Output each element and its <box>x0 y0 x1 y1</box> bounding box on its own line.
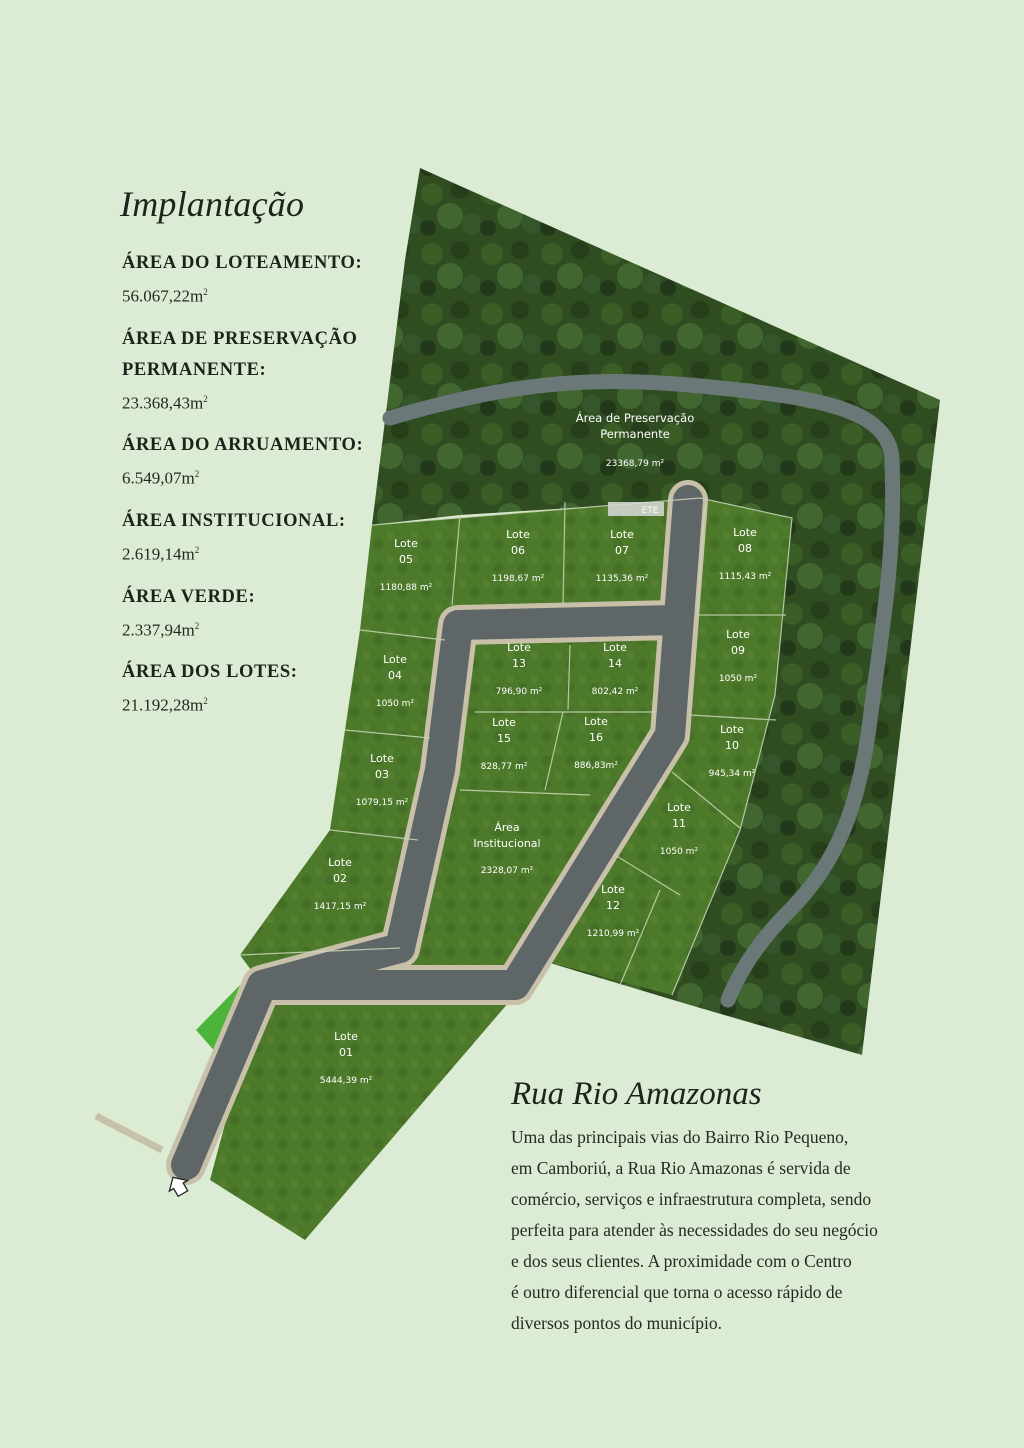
app-label-line2: Permanente <box>600 427 670 441</box>
stat-label: ÁREA DO ARRUAMENTO: <box>122 435 364 456</box>
page-title: Implantação <box>120 184 305 224</box>
lot-number-label: 11 <box>672 817 686 830</box>
lot-area-label: 5444,39 m² <box>319 1076 373 1086</box>
stat-value: $2.619,14m^2$ <box>122 544 200 564</box>
lot-area-label: 1135,36 m² <box>595 574 649 584</box>
lot-number-label: 10 <box>725 739 739 752</box>
lot-number-label: 14 <box>608 657 622 670</box>
description-line: e dos seus clientes. A proximidade com o Centro <box>511 1251 852 1271</box>
stat-label: ÁREA DE PRESERVAÇÃO PERMANENTE: <box>122 328 358 380</box>
lot-word-label: Lote <box>720 723 744 736</box>
lot-area-label: 1198,67 m² <box>491 574 545 584</box>
lot-number-label: 02 <box>333 872 347 885</box>
lot-area-label: 945,34 m² <box>708 769 756 779</box>
description-line: em Camboriú, a Rua Rio Amazonas é servida de <box>511 1158 851 1178</box>
stat-value: $6.549,07m^2$ <box>122 468 200 488</box>
lot-word-label: Lote <box>584 715 608 728</box>
description-line: Uma das principais vias do Bairro Rio Pequeno, <box>511 1127 849 1147</box>
stat-value: $2.337,94m^2$ <box>122 620 200 640</box>
lot-number-label: 13 <box>512 657 526 670</box>
lot-word-label: Lote <box>507 641 531 654</box>
lot-word-label: Lote <box>506 528 530 541</box>
app-label-line1: Área de Preservação <box>575 411 695 425</box>
description-line: diversos pontos do município. <box>511 1313 722 1333</box>
lot-area-label: 828,77 m² <box>480 762 528 772</box>
lot-number-label: 01 <box>339 1046 353 1059</box>
institutional-label-line2: Institucional <box>473 837 541 850</box>
app-label-area: 23368,79 m² <box>605 459 665 469</box>
lot-area-label: 1417,15 m² <box>313 902 367 912</box>
stat-value: $23.368,43m^2$ <box>122 393 208 413</box>
lot-number-label: 07 <box>615 544 629 557</box>
lot-word-label: Lote <box>394 537 418 550</box>
lot-word-label: Lote <box>733 526 757 539</box>
lot-area-label: 1050 m² <box>718 674 758 684</box>
street-description <box>511 1122 906 1339</box>
lot-word-label: Lote <box>601 883 625 896</box>
stat-value: $21.192,28m^2$ <box>122 695 208 715</box>
lot-area-label: 1210,99 m² <box>586 929 640 939</box>
stat-label: ÁREA VERDE: <box>122 586 256 607</box>
lot-word-label: Lote <box>492 716 516 729</box>
lot-word-label: Lote <box>328 856 352 869</box>
stat-value: $56.067,22m^2$ <box>122 286 208 306</box>
lot-number-label: 05 <box>399 553 413 566</box>
lot-word-label: Lote <box>383 653 407 666</box>
institutional-label-area: 2328,07 m² <box>480 866 534 876</box>
lot-area-label: 886,83m² <box>574 761 618 771</box>
description-line: comércio, serviços e infraestrutura completa, sendo <box>511 1189 872 1209</box>
lot-area-label: 1079,15 m² <box>355 798 409 808</box>
institutional-label-line1: Área <box>494 821 520 834</box>
stat-label: ÁREA DOS LOTES: <box>122 662 298 683</box>
lot-area-label: 796,90 m² <box>495 687 543 697</box>
lot-word-label: Lote <box>603 641 627 654</box>
lot-number-label: 16 <box>589 731 603 744</box>
lot-word-label: Lote <box>370 752 394 765</box>
lot-area-label: 1050 m² <box>375 699 415 709</box>
lot-word-label: Lote <box>667 801 691 814</box>
lot-word-label: Lote <box>726 628 750 641</box>
lot-number-label: 06 <box>511 544 525 557</box>
lot-number-label: 12 <box>606 899 620 912</box>
lot-area-label: 1115,43 m² <box>718 572 772 582</box>
lot-area-label: 1050 m² <box>659 847 699 857</box>
lot-number-label: 04 <box>388 669 402 682</box>
lot-number-label: 03 <box>375 768 389 781</box>
description-line: perfeita para atender às necessidades do seu negócio <box>511 1220 878 1240</box>
lot-number-label: 15 <box>497 732 511 745</box>
stat-label: ÁREA INSTITUCIONAL: <box>122 510 346 531</box>
lot-number-label: 09 <box>731 644 745 657</box>
stat-label: ÁREA DO LOTEAMENTO: <box>122 253 363 273</box>
ete-label: ETE <box>641 506 659 516</box>
lot-word-label: Lote <box>610 528 634 541</box>
lot-area-label: 1180,88 m² <box>379 583 433 593</box>
description-line: é outro diferencial que torna o acesso rápido de <box>511 1282 843 1302</box>
lot-area-label: 802,42 m² <box>591 687 639 697</box>
access-road <box>96 1116 162 1150</box>
lot-word-label: Lote <box>334 1030 358 1043</box>
street-title: Rua Rio Amazonas <box>511 1076 762 1112</box>
lot-number-label: 08 <box>738 542 752 555</box>
